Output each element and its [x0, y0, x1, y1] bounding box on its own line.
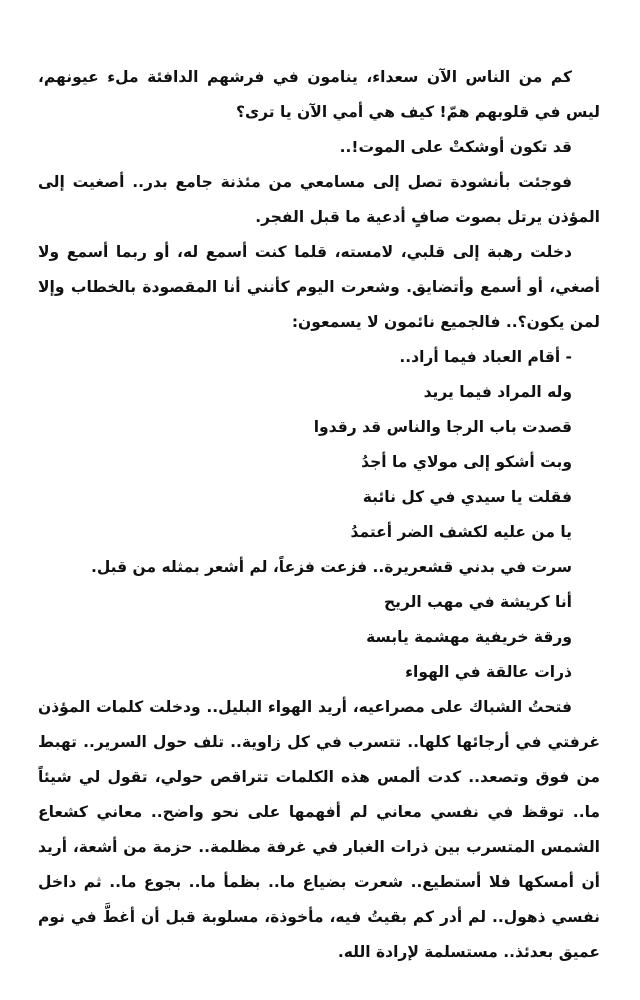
verse-line: ورقة خريفية مهشمة يابسة	[366, 628, 572, 646]
verse-line: يا من عليه لكشف الضر أعتمدُ	[350, 523, 572, 541]
verse-line: وله المراد فيما يريد	[423, 383, 572, 401]
paragraph: قد تكون أوشكتْ على الموت!..	[339, 138, 572, 156]
paragraph: فوجئت بأنشودة تصل إلى مسامعي من مئذنة جامع بدر.. أصغيت إلى المؤذن يرتل بصوت صافٍ أدعية ما قبل الفجر.	[38, 173, 600, 226]
verse-line: قصدت باب الرجا والناس قد رقدوا	[313, 418, 572, 436]
verse-line: ذرات عالقة في الهواء	[405, 663, 572, 681]
verse-line: أنا كريشة في مهب الريح	[383, 593, 572, 611]
body-text	[38, 60, 600, 970]
verse-line: وبت أشكو إلى مولاي ما أجدُ	[361, 453, 572, 471]
paragraph: كم من الناس الآن سعداء، ينامون في فرشهم الدافئة ملء عيونهم، ليس في قلوبهم همّ! كيف هي أمي الآن يا ترى؟	[38, 68, 600, 121]
verse-line: فقلت يا سيدي في كل نائبة	[362, 488, 572, 506]
verse-line: سرت في بدني قشعريرة.. فزعت فزعاً، لم أشعر بمثله من قبل.	[90, 558, 572, 576]
paragraph: دخلت رهبة إلى قلبي، لامسته، قلما كنت أسمع له، أو ربما أسمع ولا أصغي، أو أسمع وأتضايق. وشعرت اليوم كأنني أنا المقصودة بالخطاب وإلا لمن يكون؟.. فالجميع نائمون لا يسمعون:	[38, 243, 600, 331]
verse-line: - أقام العباد فيما أراد..	[399, 348, 572, 366]
paragraph: فتحتُ الشباك على مصراعيه، أريد الهواء البليل.. ودخلت كلمات المؤذن غرفتي في أرجائها كلها.. تتسرب في كل زاوية.. تلف حول السرير.. تهبط من فوق وتصعد.. كدت ألمس هذه الكلمات تتراقص حولي، تقول لي شيئاً ما.. توقظ في نفسي معاني لم أفهمها على نحو واضح.. معاني كشعاع الشمس المتسرب بين ذرات الغبار في غرفة مظلمة.. حزمة من أشعة، أريد أن أمسكها فلا أستطيع.. شعرت بضياع ما.. بظمأ ما.. بجوع ما.. ثم داخل نفسي ذهول.. لم أدر كم بقيتُ فيه، مأخوذة، مسلوبة قبل أن أغطَّ في نوم عميق بعدئذ.. مستسلمة لإرادة الله.	[38, 698, 600, 961]
